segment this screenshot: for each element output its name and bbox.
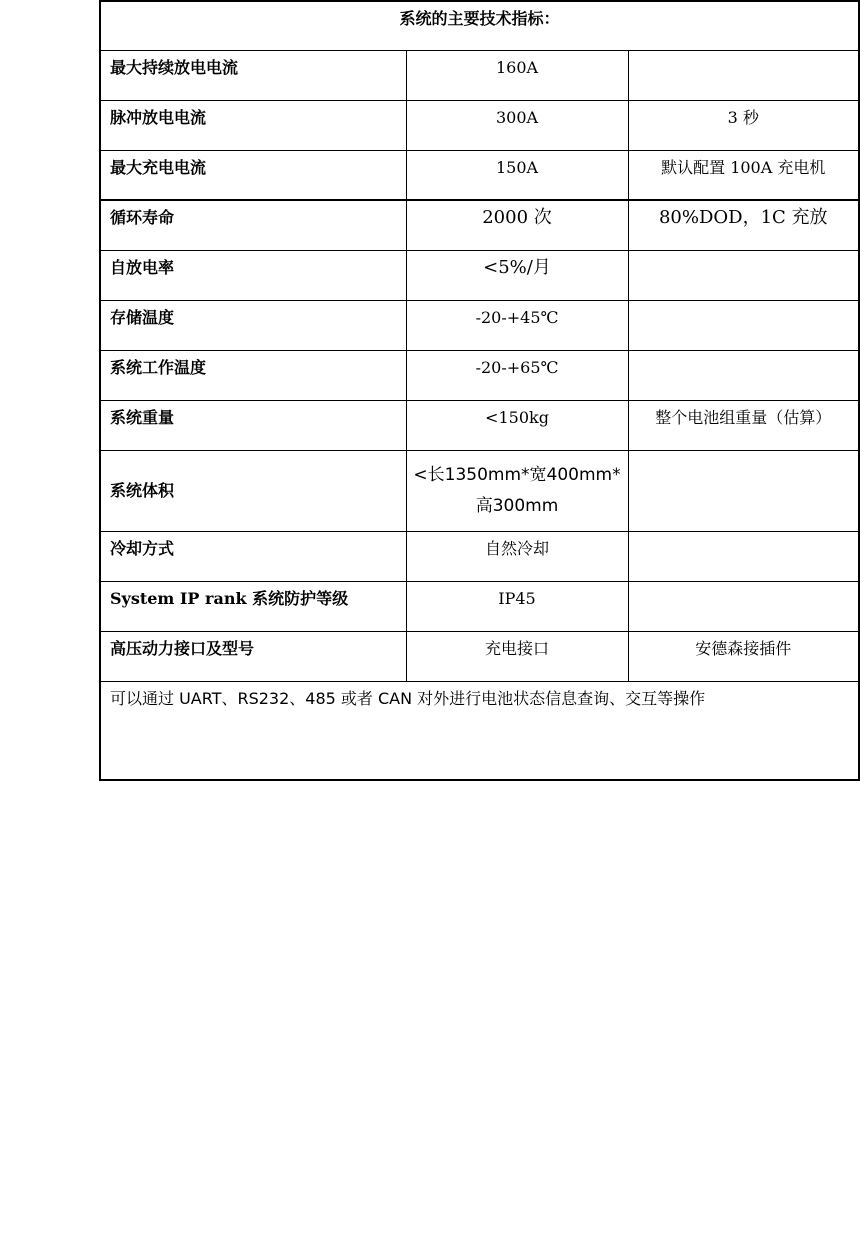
table-footer-note: 可以通过 UART、RS232、485 或者 CAN 对外进行电池状态信息查询、交互等操作 — [100, 681, 859, 780]
table-title-row — [100, 1, 859, 50]
row-label: 循环寿命 — [100, 200, 406, 250]
row-label: System IP rank 系统防护等级 — [100, 581, 406, 631]
spec-table — [99, 0, 860, 781]
row-label: 系统重量 — [100, 400, 406, 450]
row-note: 整个电池组重量（估算） — [628, 400, 859, 450]
row-label: 最大持续放电电流 — [100, 50, 406, 100]
row-label: 最大充电电流 — [100, 150, 406, 200]
row-label: 系统体积 — [100, 450, 406, 531]
row-value: 160A — [406, 50, 628, 100]
row-note: 默认配置 100A 充电机 — [628, 150, 859, 200]
table-title: 系统的主要技术指标： — [100, 1, 859, 50]
row-value: <150kg — [406, 400, 628, 450]
row-label: 存储温度 — [100, 300, 406, 350]
row-value: 充电接口 — [406, 631, 628, 681]
row-label: 脉冲放电电流 — [100, 100, 406, 150]
table-row — [100, 400, 859, 450]
table-row — [100, 300, 859, 350]
row-label: 高压动力接口及型号 — [100, 631, 406, 681]
table-row — [100, 581, 859, 631]
table-row — [100, 200, 859, 250]
row-note — [628, 300, 859, 350]
row-value: <5%/月 — [406, 250, 628, 300]
row-label: 系统工作温度 — [100, 350, 406, 400]
row-label: 冷却方式 — [100, 531, 406, 581]
table-row — [100, 350, 859, 400]
row-label: 自放电率 — [100, 250, 406, 300]
row-value: 自然冷却 — [406, 531, 628, 581]
row-value: -20-+65℃ — [406, 350, 628, 400]
table-row — [100, 631, 859, 681]
row-note: 80%DOD，1C 充放 — [628, 200, 859, 250]
row-value: <长1350mm*宽400mm*高300mm — [406, 450, 628, 531]
row-note — [628, 50, 859, 100]
row-value: -20-+45℃ — [406, 300, 628, 350]
row-note — [628, 450, 859, 531]
table-row — [100, 531, 859, 581]
table-row — [100, 450, 859, 531]
row-value: 300A — [406, 100, 628, 150]
row-note — [628, 531, 859, 581]
row-note — [628, 350, 859, 400]
row-note: 3 秒 — [628, 100, 859, 150]
table-footer-row — [100, 681, 859, 780]
table-row — [100, 100, 859, 150]
row-note — [628, 250, 859, 300]
row-value: 150A — [406, 150, 628, 200]
table-row — [100, 150, 859, 200]
row-note: 安德森接插件 — [628, 631, 859, 681]
row-value: 2000 次 — [406, 200, 628, 250]
table-row — [100, 250, 859, 300]
row-value: IP45 — [406, 581, 628, 631]
table-row — [100, 50, 859, 100]
row-note — [628, 581, 859, 631]
